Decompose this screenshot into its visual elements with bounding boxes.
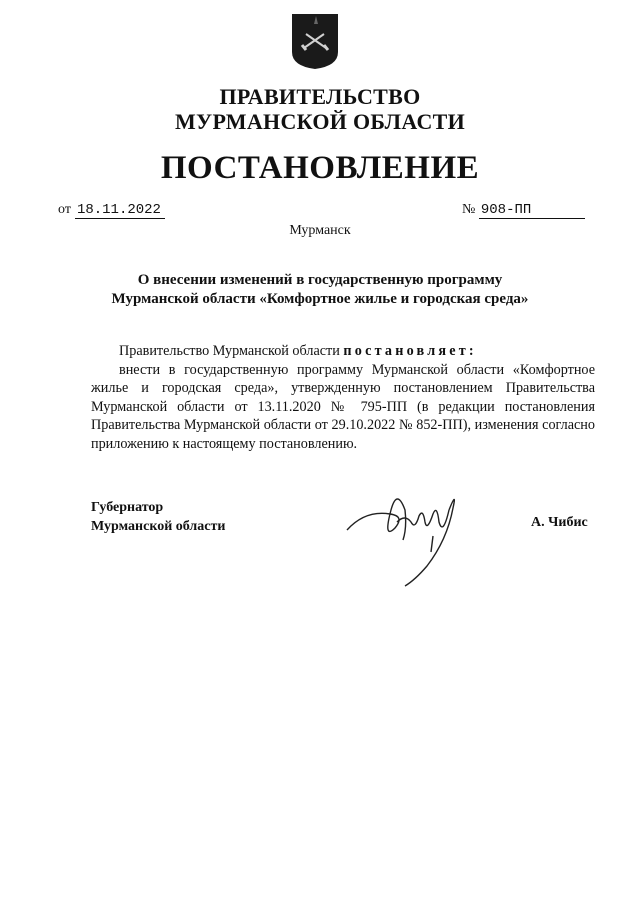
number-line [462,202,585,219]
decree-word: постановляет: [343,343,477,359]
document-type: ПОСТАНОВЛЕНИЕ [160,150,480,186]
city: Мурманск [289,223,351,238]
decree-prefix: Правительство Мурманской области [119,343,344,359]
org-name-line2: МУРМАНСКОЙ ОБЛАСТИ [174,109,466,134]
decree-paragraph: внести в государственную программу Мурманской области «Комфортное жилье и городская среда», утвержденную постановлением Правительства Мурманской области от 13.11.2020 № 795-ПП (в редакции постановления Правительства Мурманской области от 29.10.2022 № 852-ПП), изменения согласно приложению к настоящему постановлению. [91,361,595,452]
signatory-title [91,498,225,536]
signatory-title-line2: Мурманской области [91,519,226,534]
subject-line2: Мурманской области «Комфортное жилье и городская среда» [111,291,529,307]
decree-intro [91,342,595,361]
date-line [58,202,165,219]
date-label: от [58,202,71,217]
date-value: 18.11.2022 [75,202,165,219]
number-value: 908-ПП [479,202,585,219]
signatory-title-line1: Губернатор [91,500,164,515]
org-name-line1: ПРАВИТЕЛЬСТВО [219,84,421,109]
number-label: № [462,202,476,217]
subject-line1: О внесении изменений в государственную программу [137,272,503,288]
document-subject [100,271,540,309]
decree-body [91,342,595,453]
signatory-name: А. Чибис [531,515,588,530]
handwritten-signature [335,470,495,590]
coat-of-arms-emblem [290,12,340,70]
